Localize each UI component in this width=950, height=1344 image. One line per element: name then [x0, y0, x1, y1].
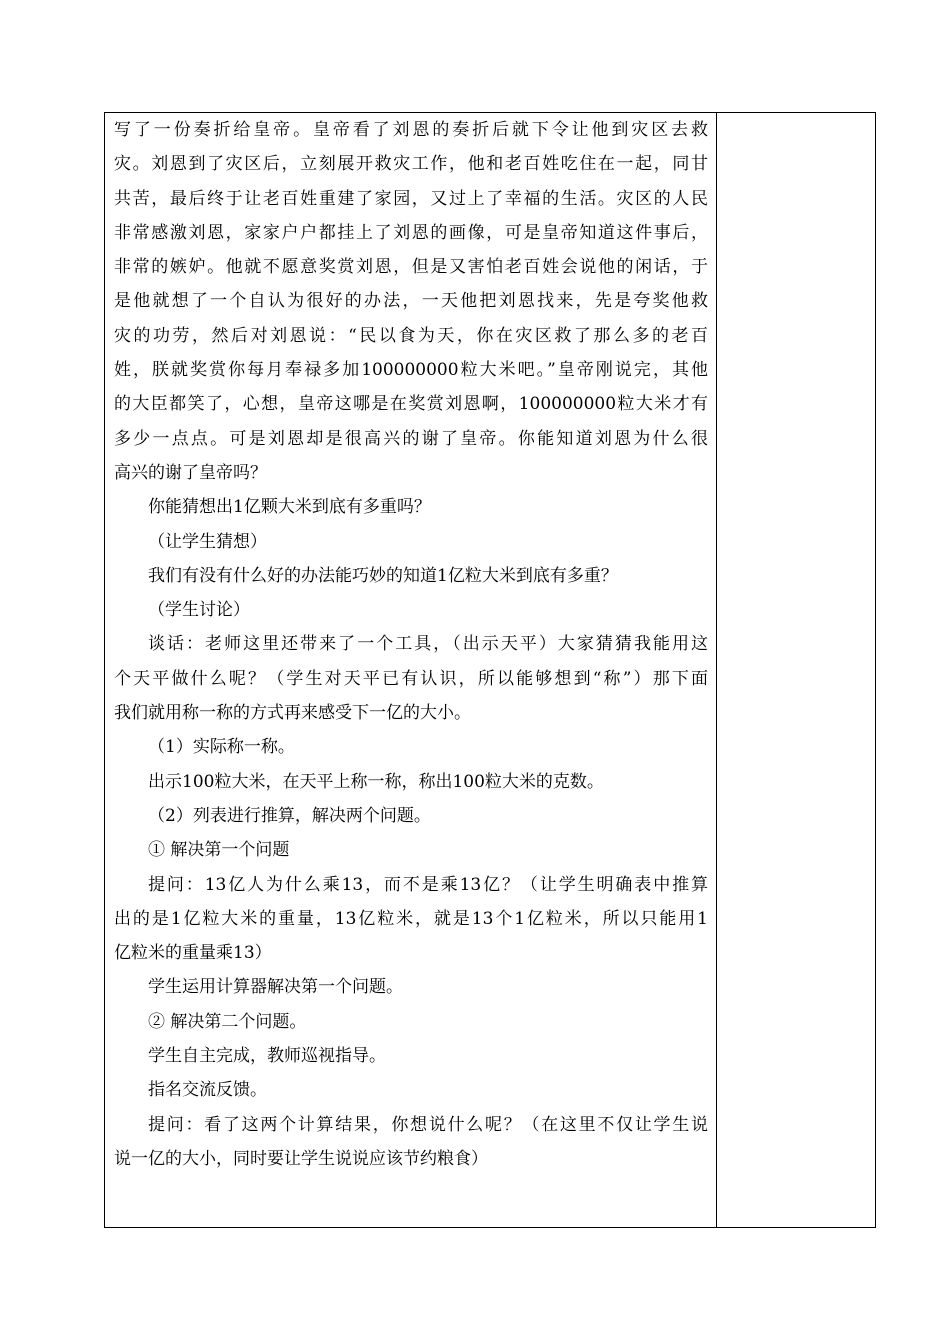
text-line: （学生讨论） [148, 600, 250, 621]
text-line: 的大臣都笑了，心想，皇帝这哪是在奖赏刘恩啊，100000000粒大米才有 [114, 394, 708, 415]
text-line: 提问：看了这两个计算结果，你想说什么呢？（在这里不仅让学生说 [148, 1114, 708, 1135]
text-line: 我们就用称一称的方式再来感受下一亿的大小。 [114, 703, 471, 724]
text-line: 多少一点点。可是刘恩却是很高兴的谢了皇帝。你能知道刘恩为什么很 [114, 428, 708, 449]
text-line: 说一亿的大小，同时要让学生说说应该节约粮食） [114, 1148, 488, 1169]
text-line: 非常的嫉妒。他就不愿意奖赏刘恩，但是又害怕老百姓会说他的闲话，于 [114, 257, 708, 278]
text-line: 共苦，最后终于让老百姓重建了家园，又过上了幸福的生活。灾区的人民 [114, 188, 708, 209]
text-line: 姓，朕就奖赏你每月奉禄多加100000000粒大米吧。”皇帝刚说完，其他 [114, 360, 708, 381]
text-line: 谈话：老师这里还带来了一个工具，（出示天平）大家猜猜我能用这 [148, 634, 708, 655]
text-line: （让学生猜想） [148, 531, 267, 552]
text-line: 学生运用计算器解决第一个问题。 [148, 977, 403, 998]
text-line: 非常感激刘恩，家家户户都挂上了刘恩的画像，可是皇帝知道这件事后， [114, 222, 708, 243]
text-line: 出的是1亿粒大米的重量，13亿粒米，就是13个1亿粒米，所以只能用1 [114, 908, 708, 929]
text-line: 是他就想了一个自认为很好的办法，一天他把刘恩找来，先是夸奖他救 [114, 291, 708, 312]
text-line: 灾的功劳，然后对刘恩说：“民以食为天，你在灾区救了那么多的老百 [114, 325, 708, 346]
text-line: （2）列表进行推算，解决两个问题。 [148, 805, 431, 826]
text-line: 写了一份奏折给皇帝。皇帝看了刘恩的奏折后就下令让他到灾区去救 [114, 120, 708, 140]
text-line: 提问：13亿人为什么乘13，而不是乘13亿？（让学生明确表中推算 [148, 874, 708, 895]
lesson-table [104, 112, 876, 1228]
text-line: 高兴的谢了皇帝吗？ [114, 462, 267, 483]
text-line: 我们有没有什么好的办法能巧妙的知道1亿粒大米到底有多重？ [148, 565, 618, 586]
text-line: 亿粒米的重量乘13） [114, 943, 272, 964]
lesson-content-cell [105, 113, 717, 1227]
text-line: 指名交流反馈。 [148, 1080, 267, 1101]
notes-cell [717, 113, 875, 1227]
text-line: 个天平做什么呢？（学生对天平已有认识，所以能够想到“称”）那下面 [114, 668, 708, 689]
text-line: 出示100粒大米，在天平上称一称，称出100粒大米的克数。 [148, 771, 604, 792]
text-line: 学生自主完成，教师巡视指导。 [148, 1046, 386, 1067]
text-line: （1）实际称一称。 [148, 737, 295, 758]
text-line: ① 解决第一个问题 [148, 840, 290, 861]
text-line: 灾。刘恩到了灾区后，立刻展开救灾工作，他和老百姓吃住在一起，同甘 [114, 154, 708, 175]
text-line: ② 解决第二个问题。 [148, 1011, 307, 1032]
text-line: 你能猜想出1亿颗大米到底有多重吗？ [148, 497, 431, 518]
